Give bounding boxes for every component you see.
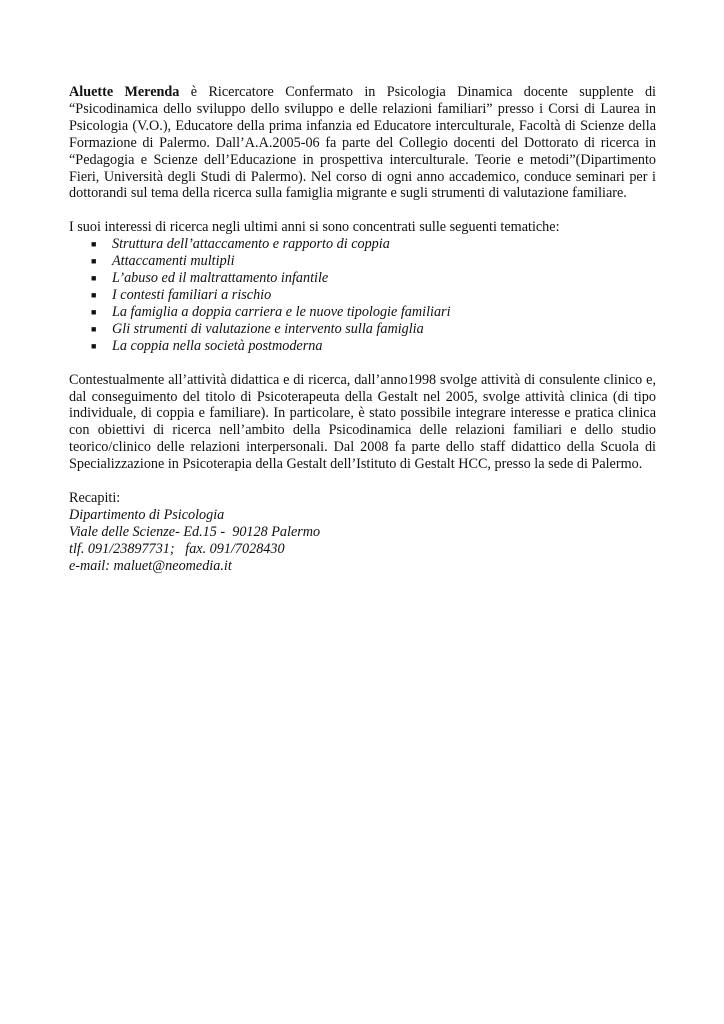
bullet-icon: ■ <box>91 289 97 300</box>
bullet-icon: ■ <box>91 306 97 317</box>
bullet-icon: ■ <box>91 323 97 334</box>
list-item: ■ Struttura dell’attaccamento e rapporto di coppia <box>91 236 390 253</box>
bio-paragraph <box>69 84 656 202</box>
bullet-icon: ■ <box>91 239 97 250</box>
bullet-icon: ■ <box>91 273 97 284</box>
document-page <box>69 84 656 575</box>
research-topics-list <box>69 236 656 354</box>
list-item: ■ La famiglia a doppia carriera e le nuove tipologie familiari <box>91 303 451 320</box>
list-item: ■ L’abuso ed il maltrattamento infantile <box>91 270 329 287</box>
contact-department: Dipartimento di Psicologia <box>69 506 225 523</box>
list-item: ■ Attaccamenti multipli <box>91 253 235 270</box>
author-name: Aluette Merenda <box>69 84 180 100</box>
contact-email: e-mail: maluet@neomedia.it <box>69 557 232 574</box>
list-item: ■ La coppia nella società postmoderna <box>91 337 323 354</box>
bullet-icon: ■ <box>91 256 97 267</box>
bullet-icon: ■ <box>91 340 97 351</box>
interests-intro: I suoi interessi di ricerca negli ultimi anni si sono concentrati sulle seguenti tematiche: <box>69 219 560 236</box>
list-item: ■ Gli strumenti di valutazione e intervento sulla famiglia <box>91 320 424 337</box>
contact-phone-fax: tlf. 091/23897731; fax. 091/7028430 <box>69 540 285 557</box>
activity-paragraph: Contestualmente all’attività didattica e di ricerca, dall’anno1998 svolge attività di consulente clinico e, dal conseguimento del titolo di Psicoterapeuta della Gestalt nel 2005, svolge attività clinica (di tipo individuale, di coppia e familiare). In particolare, è stato possibile integrare interesse e pratica clinica con obiettivi di ricerca nell’ambito della Psicodinamica delle relazioni familiari e dello studio teorico/clinico delle relazioni interpersonali. Dal 2008 fa parte dello staff didattico della Scuola di Specializzazione in Psicoterapia della Gestalt dell’Istituto di Gestalt HCC, presso la sede di Palermo. <box>69 371 656 473</box>
contacts-heading: Recapiti: <box>69 490 121 507</box>
bio-text: è Ricercatore Confermato in Psicologia Dinamica docente supplente di “Psicodinamica dello sviluppo dello sviluppo e delle relazioni familiari” presso i Corsi di Laurea in Psicologia (V.O.), Educatore della prima infanzia ed Educatore interculturale, Facoltà di Scienze della Formazione di Palermo. Dall’A.A.2005-06 fa parte del Collegio docenti del Dottorato di ricerca in “Pedagogia e Scienze dell’Educazione in prospettiva interculturale. Teorie e metodi”(Dipartimento Fieri, Università degli Studi di Palermo). Nel corso di ogni anno accademico, conduce seminari per i dottorandi sul tema della ricerca sulla famiglia migrante e sugli strumenti di valutazione familiare. <box>69 84 656 202</box>
contact-address: Viale delle Scienze- Ed.15 - 90128 Palermo <box>69 523 321 540</box>
contacts-block <box>69 490 656 575</box>
list-item: ■ I contesti familiari a rischio <box>91 286 272 303</box>
